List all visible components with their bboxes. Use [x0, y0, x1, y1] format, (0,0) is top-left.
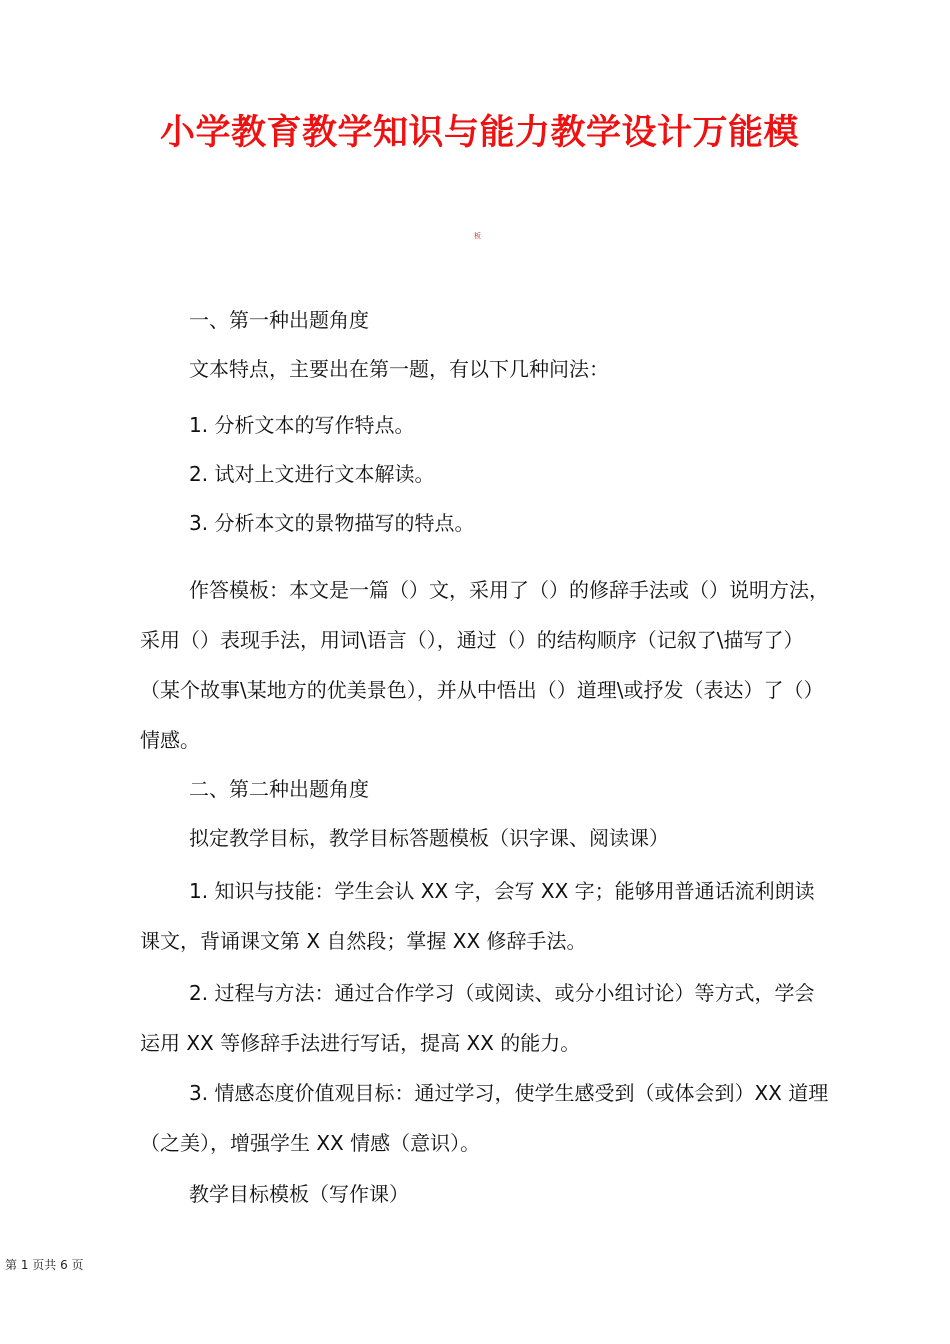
section2-item-3: 3. 情感态度价值观目标：通过学习，使学生感受到（或体会到）XX 道理（之美），增强学生 XX 情感（意识）。 [140, 1081, 829, 1155]
section1-heading: 一、第一种出题角度 [189, 308, 369, 332]
section1-answer-template: 作答模板：本文是一篇（）文，采用了（）的修辞手法或（）说明方法，采用（）表现手法，用词\语言（），通过（）的结构顺序（记叙了\描写了）（某个故事\某地方的优美景色），并从中悟出（）道理\或抒发（表达）了（）情感。 [140, 578, 829, 752]
section1-item-3: 3. 分析本文的景物描写的特点。 [189, 511, 475, 535]
title-continuation-mark: 板 [474, 232, 481, 240]
section1-intro: 文本特点，主要出在第一题，有以下几种问法： [189, 357, 609, 381]
section2-item-2: 2. 过程与方法：通过合作学习（或阅读、或分小组讨论）等方式，学会运用 XX 等修辞手法进行写话，提高 XX 的能力。 [140, 981, 815, 1055]
section1-item-1: 1. 分析文本的写作特点。 [189, 413, 415, 437]
section2-item-1: 1. 知识与技能：学生会认 XX 字，会写 XX 字；能够用普通话流利朗读课文，背诵课文第 X 自然段；掌握 XX 修辞手法。 [140, 879, 815, 953]
section2-outro: 教学目标模板（写作课） [189, 1182, 409, 1206]
section2-intro: 拟定教学目标，教学目标答题模板（识字课、阅读课） [189, 826, 669, 850]
section1-item-2: 2. 试对上文进行文本解读。 [189, 462, 435, 486]
section2-heading: 二、第二种出题角度 [189, 777, 369, 801]
page-footer: 第 1 页共 6 页 [5, 1258, 84, 1272]
document-title: 小学教育教学知识与能力教学设计万能模 [160, 113, 800, 153]
